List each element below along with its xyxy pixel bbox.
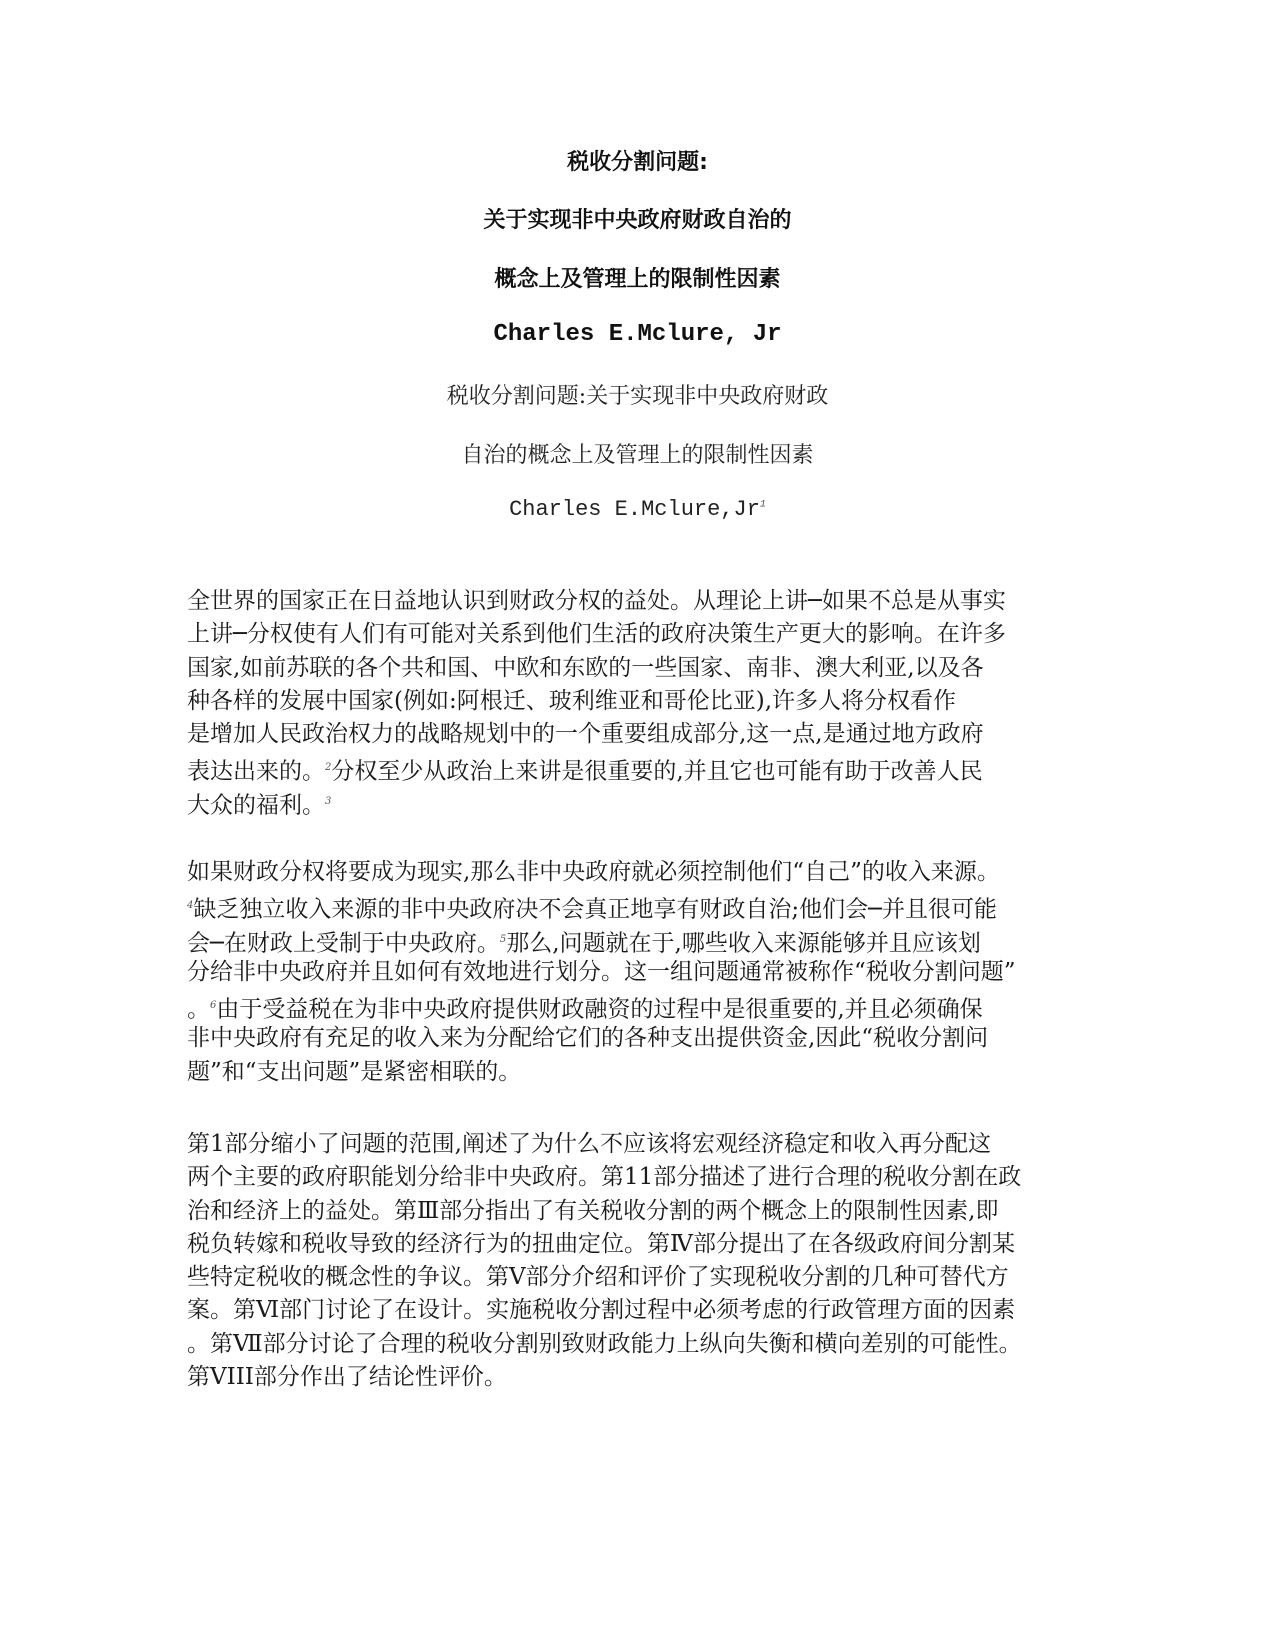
footnote-mark: 1 [759,499,766,511]
paragraph-line: 两个主要的政府职能划分给非中央政府。第11部分描述了进行合理的税收分割在政 [187,1164,1022,1191]
paragraph-line [187,989,1087,1022]
line-segment: 会─在财政上受制于中央政府。 [187,930,500,957]
footnote-mark: 6 [210,1000,217,1012]
footnote-mark: 5 [499,933,507,945]
paragraph-line: 国家,如前苏联的各个共和国、中欧和东欧的一些国家、南非、澳大利亚,以及各 [187,654,984,681]
paragraph-line: 第1部分缩小了问题的范围,阐述了为什么不应该将宏观经济稳定和收入再分配这 [187,1131,991,1157]
footnote-mark: 4 [187,900,194,912]
title-line-2: 关于实现非中央政府财政自治的 [483,208,792,233]
paragraph-line: 第VIII部分作出了结论性评价。 [187,1364,507,1391]
title-line-1: 税收分割问题: [567,150,708,175]
paragraph-line [187,889,1087,922]
subtitle-line-2: 自治的概念上及管理上的限制性因素 [461,443,814,468]
line-segment: 那么,问题就在于,哪些收入来源能够并且应该划 [506,930,981,957]
line-segment: 大众的福利。 [187,792,325,819]
paragraph-line: 些特定税收的概念性的争议。第Ⅴ部分介绍和评价了实现税收分割的几种可替代方 [187,1264,1009,1291]
footnote-mark: 3 [325,795,332,807]
paragraph-line [187,785,1087,818]
paragraph-line: 分给非中央政府并且如何有效地进行划分。这一组问题通常被称作“税收分割问题” [187,958,1016,985]
paragraph-2 [187,856,1087,1089]
paragraph-line: 题”和“支出问题”是紧密相联的。 [187,1058,522,1085]
paragraph-line: 非中央政府有充足的收入来为分配给它们的各种支出提供资金,因此“税收分割问 [187,1025,989,1052]
paragraph-1 [187,585,1087,818]
subtitle-author [0,497,1275,522]
title-line-3: 概念上及管理上的限制性因素 [494,267,781,292]
line-segment: 由于受益税在为非中央政府提供财政融资的过程中是很重要的,并且必须确保 [216,996,983,1023]
paragraph-line: 种各样的发展中国家(例如:阿根迁、玻利维亚和哥伦比亚),许多人将分权看作 [187,687,957,714]
paragraph-line [187,923,1087,956]
paragraph-line: 税负转嫁和税收导致的经济行为的扭曲定位。第Ⅳ部分提出了在各级政府间分割某 [187,1230,1015,1257]
line-segment: 分权至少从政治上来讲是很重要的,并且它也可能有助于改善人民 [331,759,983,786]
paragraph-line: 治和经济上的益处。第Ⅲ部分指出了有关税收分割的两个概念上的限制性因素,即 [187,1197,999,1224]
author-name: Charles E.Mclure, Jr [493,321,782,348]
paragraph-line: 上讲─分权使有人们有可能对关系到他们生活的政府决策生产更大的影响。在许多 [187,621,1006,648]
paragraph-line: 案。第Ⅵ部门讨论了在设计。实施税收分割过程中必须考虑的行政管理方面的因素 [187,1297,1016,1324]
line-segment: 表达出来的。 [187,759,325,786]
footnote-mark: 2 [325,762,332,774]
paragraph-line: 。第Ⅶ部分讨论了合理的税收分割别致财政能力上纵向失衡和横向差别的可能性。 [187,1330,1022,1357]
paragraph-line: 全世界的国家正在日益地认识到财政分权的益处。从理论上讲─如果不总是从事实 [187,588,1006,614]
line-segment: 缺乏独立收入来源的非中央政府决不会真正地享有财政自治;他们会─并且很可能 [193,896,997,923]
paragraph-3 [187,1128,1087,1394]
paragraph-line: 是增加人民政治权力的战略规划中的一个重要组成部分,这一点,是通过地方政府 [187,721,984,748]
paragraph-line [187,751,1087,784]
subtitle-author-name: Charles E.Mclure,Jr [509,497,760,522]
paragraph-line: 如果财政分权将要成为现实,那么非中央政府就必须控制他们“自己”的收入来源。 [187,859,1000,885]
subtitle-line-1: 税收分割问题:关于实现非中央政府财政 [446,384,829,409]
line-segment: 。 [187,996,210,1023]
